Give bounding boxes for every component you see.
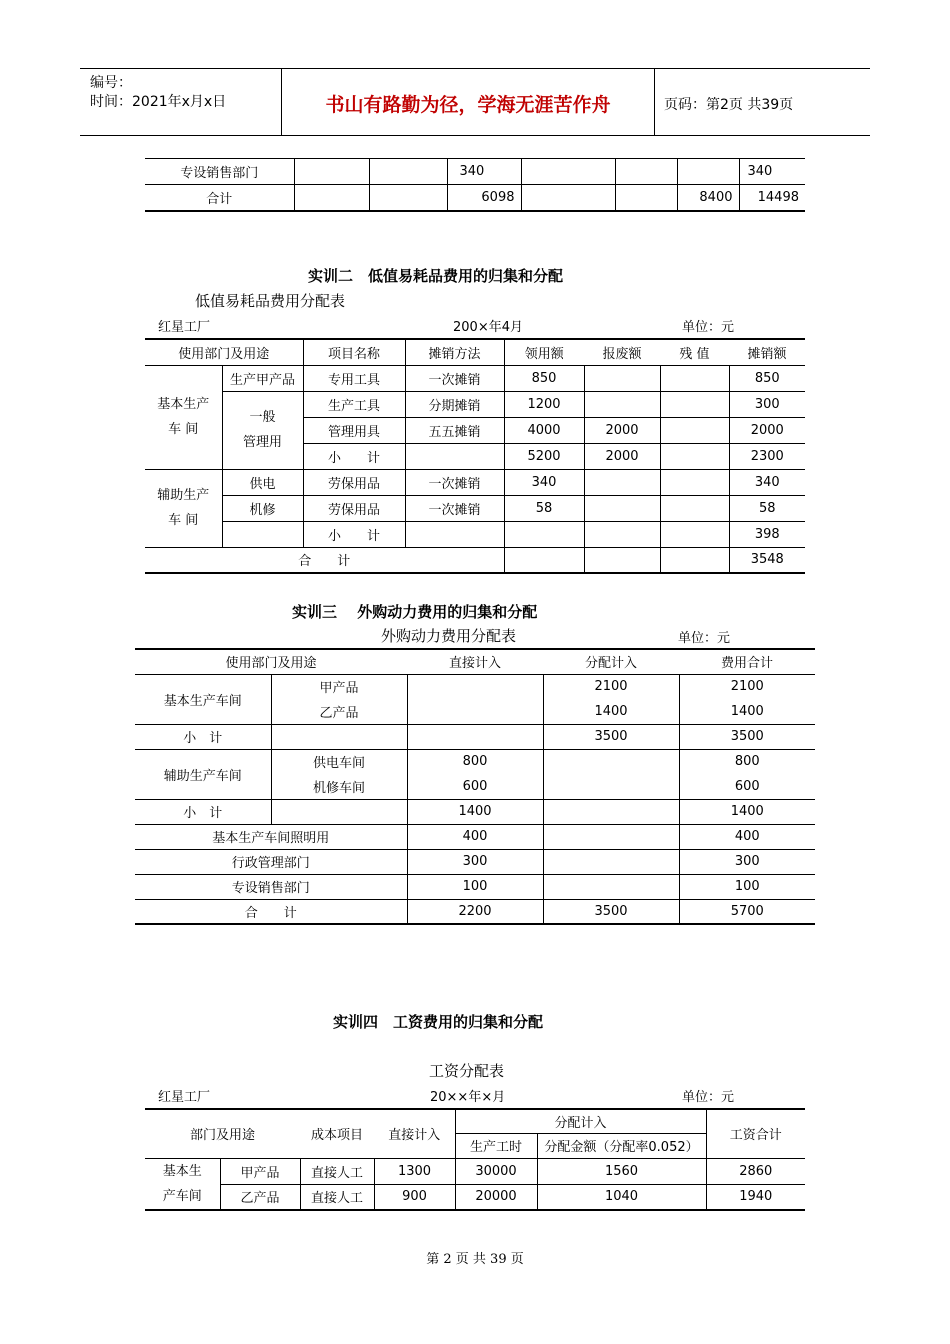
value-cell: 2000 xyxy=(584,417,660,443)
value-cell: 2100 xyxy=(543,674,679,699)
value-cell: 850 xyxy=(504,365,584,391)
item-cell: 乙产品 xyxy=(271,699,407,724)
top-partial-table xyxy=(145,158,805,212)
item-cell: 劳保用品 xyxy=(303,495,405,521)
section4-title: 实训四 工资费用的归集和分配 xyxy=(333,1013,544,1031)
column-header: 分配计入 xyxy=(584,656,637,672)
value-cell xyxy=(584,521,660,547)
section2-table-title: 低值易耗品费用分配表 xyxy=(195,292,346,310)
column-header: 直接计入 xyxy=(448,656,501,672)
subtotal-row xyxy=(135,799,815,824)
table-row xyxy=(145,365,805,391)
value-cell: 800 xyxy=(734,754,760,770)
value-cell: 1040 xyxy=(537,1184,706,1210)
value-cell xyxy=(543,849,679,874)
value-cell: 600 xyxy=(734,778,760,794)
value-cell: 1560 xyxy=(537,1158,706,1184)
value-cell: 1200 xyxy=(504,391,584,417)
header-top-rule xyxy=(80,68,870,69)
subtotal-label: 小 计 xyxy=(135,799,271,824)
section4-table-title: 工资分配表 xyxy=(429,1062,505,1080)
doc-code: 编号： xyxy=(90,75,132,91)
table-row xyxy=(135,674,815,699)
value-cell: 340 xyxy=(447,159,521,185)
total-row xyxy=(145,547,805,573)
dept-cell: 专设销售部门 xyxy=(145,159,294,185)
value-cell xyxy=(660,365,729,391)
column-header: 摊销方法 xyxy=(405,339,504,365)
subtotal-label: 小 计 xyxy=(135,724,271,749)
table-row xyxy=(145,469,805,495)
item-cell: 行政管理部门 xyxy=(135,849,407,874)
group-label: 基本生 产车间 xyxy=(145,1158,220,1210)
total-label: 合 计 xyxy=(135,899,407,924)
sub-group-label: 一般 管理用 xyxy=(222,391,303,469)
value-cell: 300 xyxy=(754,396,780,412)
value-cell: 2000 xyxy=(750,422,784,438)
item-cell: 乙产品 xyxy=(220,1184,300,1210)
value-cell xyxy=(504,521,584,547)
table-row xyxy=(145,391,805,417)
value-cell: 100 xyxy=(734,879,760,894)
header-row xyxy=(135,649,815,674)
item-cell: 甲产品 xyxy=(271,674,407,699)
value-cell: 100 xyxy=(407,874,543,899)
item-cell: 机修车间 xyxy=(271,774,407,799)
value-cell: 398 xyxy=(754,526,780,542)
value-cell xyxy=(660,521,729,547)
value-cell: 8400 xyxy=(677,185,739,211)
table-row xyxy=(135,749,815,774)
group-label: 辅助生产 车 间 xyxy=(145,469,222,547)
header-motto: 书山有路勤为径，学海无涯苦作舟 xyxy=(325,94,611,116)
item-cell: 直接人工 xyxy=(300,1158,374,1184)
column-header: 残 值 xyxy=(679,346,710,362)
wage-allocation-table xyxy=(145,1108,805,1211)
column-header: 工资合计 xyxy=(729,1128,782,1144)
value-cell xyxy=(584,365,660,391)
method-cell: 分期摊销 xyxy=(405,391,504,417)
value-cell: 6098 xyxy=(447,185,521,211)
value-cell: 300 xyxy=(734,854,760,869)
table-row xyxy=(135,824,815,849)
table-row xyxy=(145,521,805,547)
value-cell: 2100 xyxy=(730,679,764,695)
value-cell: 2860 xyxy=(739,1163,773,1179)
value-cell: 340 xyxy=(747,164,773,179)
value-cell xyxy=(543,799,679,824)
group-label: 辅助生产车间 xyxy=(135,749,271,799)
header-row xyxy=(145,1109,805,1133)
item-cell: 甲产品 xyxy=(220,1158,300,1184)
method-cell xyxy=(405,521,504,547)
group-label: 基本生产 车 间 xyxy=(145,365,222,469)
value-cell xyxy=(584,469,660,495)
value-cell: 2000 xyxy=(584,443,660,469)
sub-group-label: 供电 xyxy=(222,469,303,495)
value-cell xyxy=(660,391,729,417)
table-row xyxy=(145,1158,805,1184)
item-cell: 生产工具 xyxy=(303,391,405,417)
value-cell: 3500 xyxy=(543,724,679,749)
unit-label: 单位：元 xyxy=(682,320,735,335)
total-label: 合 计 xyxy=(145,547,504,573)
value-cell: 400 xyxy=(734,829,760,844)
value-cell xyxy=(660,417,729,443)
header-divider xyxy=(654,68,655,136)
subtotal-row xyxy=(135,724,815,749)
method-cell: 一次摊销 xyxy=(405,365,504,391)
value-cell: 800 xyxy=(407,749,543,774)
item-cell: 直接人工 xyxy=(300,1184,374,1210)
item-cell: 专设销售部门 xyxy=(135,874,407,899)
value-cell: 3500 xyxy=(543,899,679,924)
column-header: 领用额 xyxy=(524,346,564,362)
column-header: 生产工时 xyxy=(455,1133,537,1158)
column-header: 费用合计 xyxy=(720,656,773,672)
table-row xyxy=(145,185,805,211)
value-cell: 1400 xyxy=(543,699,679,724)
value-cell xyxy=(543,874,679,899)
value-cell: 5200 xyxy=(504,443,584,469)
column-header: 直接计入 xyxy=(374,1109,455,1158)
column-header: 使用部门及用途 xyxy=(145,339,303,365)
item-cell: 供电车间 xyxy=(271,749,407,774)
page-info: 页码：第2页 共39页 xyxy=(664,97,794,113)
company-name: 红星工厂 xyxy=(158,1090,211,1105)
value-cell xyxy=(584,495,660,521)
value-cell xyxy=(407,724,543,749)
table-row xyxy=(145,159,805,185)
group-label: 基本生产车间 xyxy=(135,674,271,724)
header-row xyxy=(145,339,805,365)
value-cell: 1400 xyxy=(730,703,764,719)
value-cell: 2200 xyxy=(407,899,543,924)
value-cell: 340 xyxy=(504,469,584,495)
value-cell xyxy=(407,674,543,724)
subtotal-label: 小 计 xyxy=(303,443,405,469)
value-cell: 1300 xyxy=(374,1158,455,1184)
item-cell: 基本生产车间照明用 xyxy=(135,824,407,849)
value-cell: 58 xyxy=(504,495,584,521)
method-cell: 五五摊销 xyxy=(405,417,504,443)
sub-group-label: 生产甲产品 xyxy=(222,365,303,391)
value-cell: 2300 xyxy=(750,448,784,464)
column-header: 部门及用途 xyxy=(189,1128,255,1144)
total-label: 合计 xyxy=(145,185,294,211)
unit-label: 单位：元 xyxy=(682,1090,735,1105)
column-header: 分配计入 xyxy=(455,1109,706,1133)
value-cell xyxy=(660,495,729,521)
table-date: 200×年4月 xyxy=(453,320,523,335)
value-cell: 1400 xyxy=(730,804,764,819)
section3-title: 实训三 外购动力费用的归集和分配 xyxy=(292,603,538,621)
value-cell: 14498 xyxy=(757,189,799,205)
doc-time: 时间：2021年x月x日 xyxy=(90,94,227,110)
value-cell: 900 xyxy=(374,1184,455,1210)
table-row xyxy=(145,495,805,521)
sub-group-label: 机修 xyxy=(222,495,303,521)
section2-title: 实训二 低值易耗品费用的归集和分配 xyxy=(308,267,564,285)
value-cell: 58 xyxy=(758,500,776,516)
value-cell xyxy=(660,443,729,469)
value-cell: 1940 xyxy=(739,1189,773,1205)
value-cell xyxy=(660,469,729,495)
column-header: 报废额 xyxy=(602,346,642,362)
company-name: 红星工厂 xyxy=(158,320,211,335)
total-row xyxy=(135,899,815,924)
header-bottom-rule xyxy=(80,135,870,136)
unit-label: 单位：元 xyxy=(678,631,731,646)
column-header: 成本项目 xyxy=(310,1128,363,1144)
method-cell: 一次摊销 xyxy=(405,469,504,495)
low-value-consumables-table xyxy=(145,338,805,574)
table-row xyxy=(135,849,815,874)
item-cell: 专用工具 xyxy=(303,365,405,391)
value-cell: 30000 xyxy=(455,1158,537,1184)
value-cell: 5700 xyxy=(730,903,764,919)
value-cell: 3548 xyxy=(750,552,784,568)
item-cell: 劳保用品 xyxy=(303,469,405,495)
page-footer: 第 2 页 共 39 页 xyxy=(426,1252,524,1267)
subtotal-label: 小 计 xyxy=(303,521,405,547)
value-cell xyxy=(543,749,679,799)
value-cell: 850 xyxy=(754,370,780,386)
value-cell xyxy=(543,824,679,849)
method-cell: 一次摊销 xyxy=(405,495,504,521)
value-cell xyxy=(677,159,739,185)
method-cell xyxy=(405,443,504,469)
column-header: 摊销额 xyxy=(747,346,787,362)
purchased-power-table xyxy=(135,648,815,925)
value-cell: 300 xyxy=(407,849,543,874)
section3-table-title: 外购动力费用分配表 xyxy=(381,627,517,645)
column-header: 项目名称 xyxy=(303,339,405,365)
column-header: 分配金额（分配率0.052） xyxy=(537,1133,706,1158)
value-cell: 1400 xyxy=(407,799,543,824)
column-header: 使用部门及用途 xyxy=(225,656,317,672)
value-cell: 4000 xyxy=(504,417,584,443)
table-row xyxy=(135,874,815,899)
value-cell: 20000 xyxy=(455,1184,537,1210)
value-cell: 3500 xyxy=(730,729,764,744)
value-cell: 340 xyxy=(754,474,780,490)
value-cell: 400 xyxy=(407,824,543,849)
value-cell xyxy=(584,391,660,417)
value-cell: 600 xyxy=(407,774,543,799)
table-row xyxy=(145,1184,805,1210)
table-date: 20××年×月 xyxy=(430,1090,506,1105)
item-cell: 管理用具 xyxy=(303,417,405,443)
